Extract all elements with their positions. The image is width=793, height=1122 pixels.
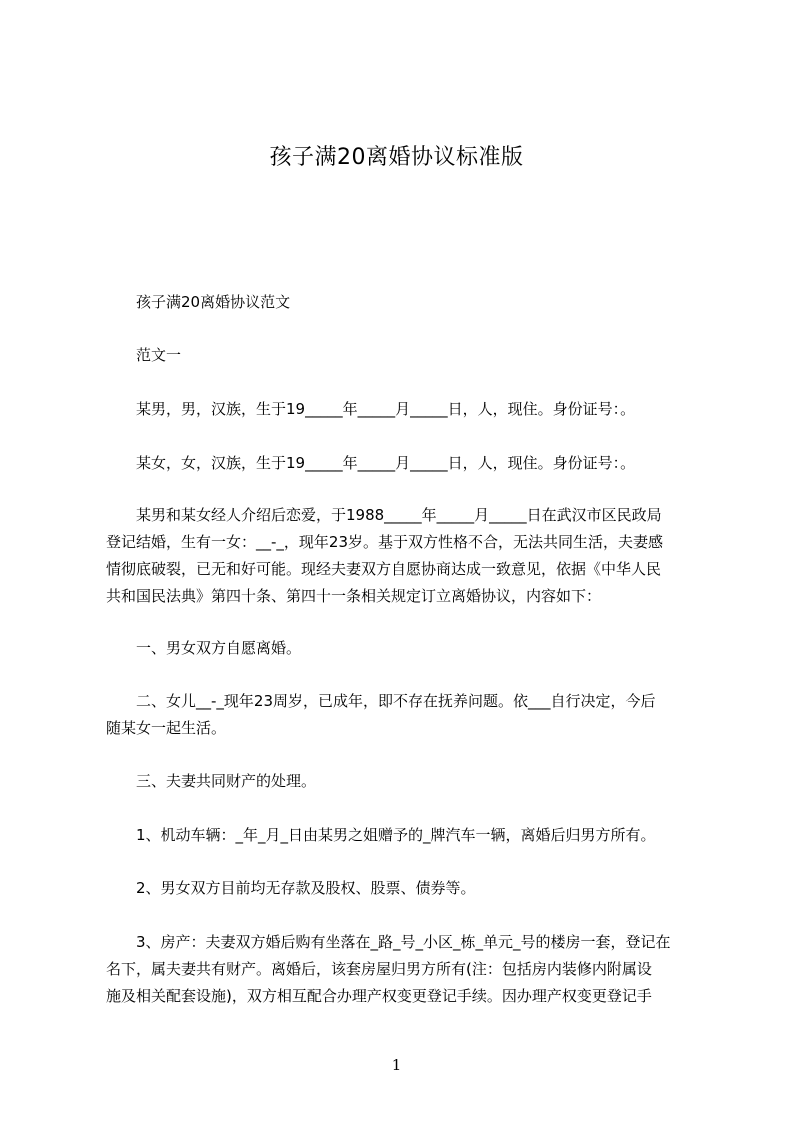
paragraph-marriage-line-2: 登记结婚，生有一女：__-_，现年23岁。基于双方性格不合，无法共同生活，夫妻感 xyxy=(106,533,664,551)
clause-three-item-3-line-1: 3、房产：夫妻双方婚后购有坐落在_路_号_小区_栋_单元_号的楼房一套，登记在 xyxy=(136,933,671,951)
paragraph-marriage-line-3: 情彻底破裂，已无和好可能。现经夫妻双方自愿协商达成一致意见，依据《中华人民 xyxy=(106,560,662,578)
paragraph-marriage-line-1: 某男和某女经人介绍后恋爱，于1988_____年_____月_____日在武汉市区民政局 xyxy=(136,506,662,524)
clause-one: 一、男女双方自愿离婚。 xyxy=(136,639,302,657)
clause-three-item-3-line-2: 名下，属夫妻共有财产。离婚后，该套房屋归男方所有(注：包括房内装修内附属设 xyxy=(106,960,652,978)
clause-two-line-1: 二、女儿__-_现年23周岁，已成年，即不存在抚养问题。依___自行决定，今后 xyxy=(136,692,656,710)
clause-three-item-2: 2、男女双方目前均无存款及股权、股票、债券等。 xyxy=(136,879,476,897)
paragraph-male-party: 某男，男，汉族，生于19_____年_____月_____日，人，现住。身份证号：。 xyxy=(136,400,636,418)
clause-three: 三、夫妻共同财产的处理。 xyxy=(136,772,317,790)
heading-range-text: 孩子满20离婚协议范文 xyxy=(136,293,291,311)
clause-two-line-2: 随某女一起生活。 xyxy=(106,719,227,737)
document-title: 孩子满20离婚协议标准版 xyxy=(269,145,524,170)
clause-three-item-3-line-3: 施及相关配套设施)，双方相互配合办理产权变更登记手续。因办理产权变更登记手 xyxy=(106,987,652,1005)
clause-three-item-1: 1、机动车辆：_年_月_日由某男之姐赠予的_牌汽车一辆，离婚后归男方所有。 xyxy=(136,826,656,844)
page-number: 1 xyxy=(391,1056,402,1074)
paragraph-female-party: 某女，女，汉族，生于19_____年_____月_____日，人，现住。身份证号：。 xyxy=(136,454,636,472)
paragraph-marriage-line-4: 共和国民法典》第四十条、第四十一条相关规定订立离婚协议，内容如下： xyxy=(106,587,602,605)
heading-range-one: 范文一 xyxy=(136,346,182,364)
